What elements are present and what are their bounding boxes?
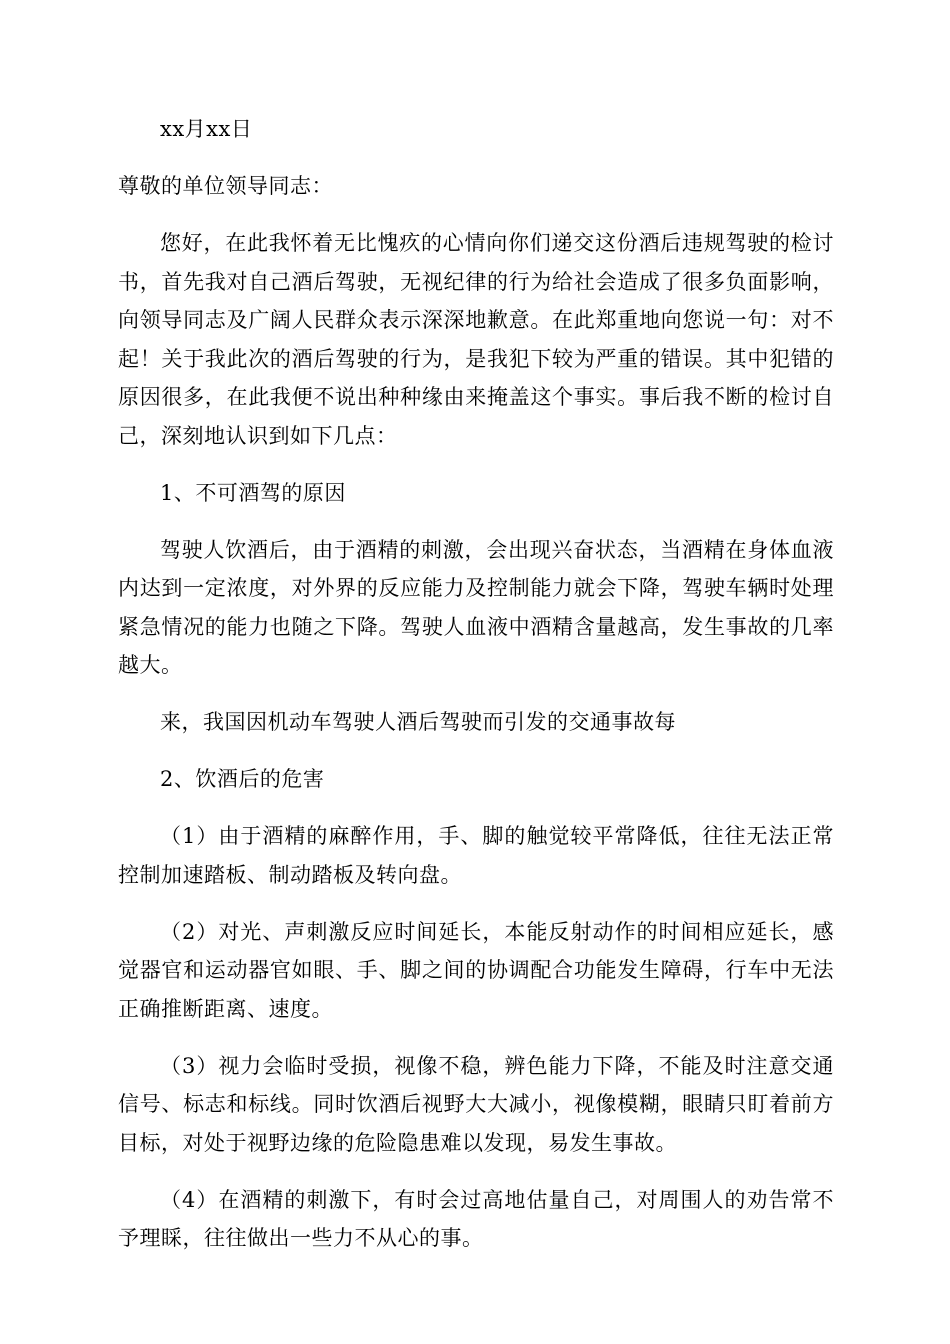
section-heading-reasons: 1、不可酒驾的原因 xyxy=(160,480,346,505)
body-paragraph-fragment: 来，我国因机动车驾驶人酒后驾驶而引发的交通事故每 xyxy=(160,710,676,734)
harm-item-4: （4）在酒精的刺激下，有时会过高地估量自己，对周围人的劝告常不予理睬，往往做出一些力不从心的事。 xyxy=(118,1187,834,1250)
body-paragraph-reasons: 驾驶人饮酒后，由于酒精的刺激，会出现兴奋状态，当酒精在身体血液内达到一定浓度，对外界的反应能力及控制能力就会下降，驾驶车辆时处理紧急情况的能力也随之下降。驾驶人血液中酒精含量越高，发生事故的几率越大。 xyxy=(118,537,834,677)
harm-item-2: （2）对光、声刺激反应时间延长，本能反射动作的时间相应延长，感觉器官和运动器官如眼、手、脚之间的协调配合功能发生障碍，行车中无法正确推断距离、速度。 xyxy=(118,919,834,1021)
harm-item-3: （3）视力会临时受损，视像不稳，辨色能力下降，不能及时注意交通信号、标志和标线。同时饮酒后视野大大减小，视像模糊，眼睛只盯着前方目标，对处于视野边缘的危险隐患难以发现，易发生事故。 xyxy=(118,1053,834,1155)
harm-item-1: （1）由于酒精的麻醉作用，手、脚的触觉较平常降低，往往无法正常控制加速踏板、制动踏板及转向盘。 xyxy=(118,824,834,887)
document-page xyxy=(118,110,834,1276)
section-heading-harms: 2、饮酒后的危害 xyxy=(160,767,325,791)
salutation: 尊敬的单位领导同志： xyxy=(118,174,333,198)
body-paragraph-intro: 您好，在此我怀着无比愧疚的心情向你们递交这份酒后违规驾驶的检讨书，首先我对自己酒后驾驶，无视纪律的行为给社会造成了很多负面影响，向领导同志及广阔人民群众表示深深地歉意。在此郑重地向您说一句：对不起！关于我此次的酒后驾驶的行为，是我犯下较为严重的错误。其中犯错的原因很多，在此我便不说出种种缘由来掩盖这个事实。事后我不断的检讨自己，深刻地认识到如下几点： xyxy=(118,231,834,448)
letter-date: xx月xx日 xyxy=(160,117,253,141)
